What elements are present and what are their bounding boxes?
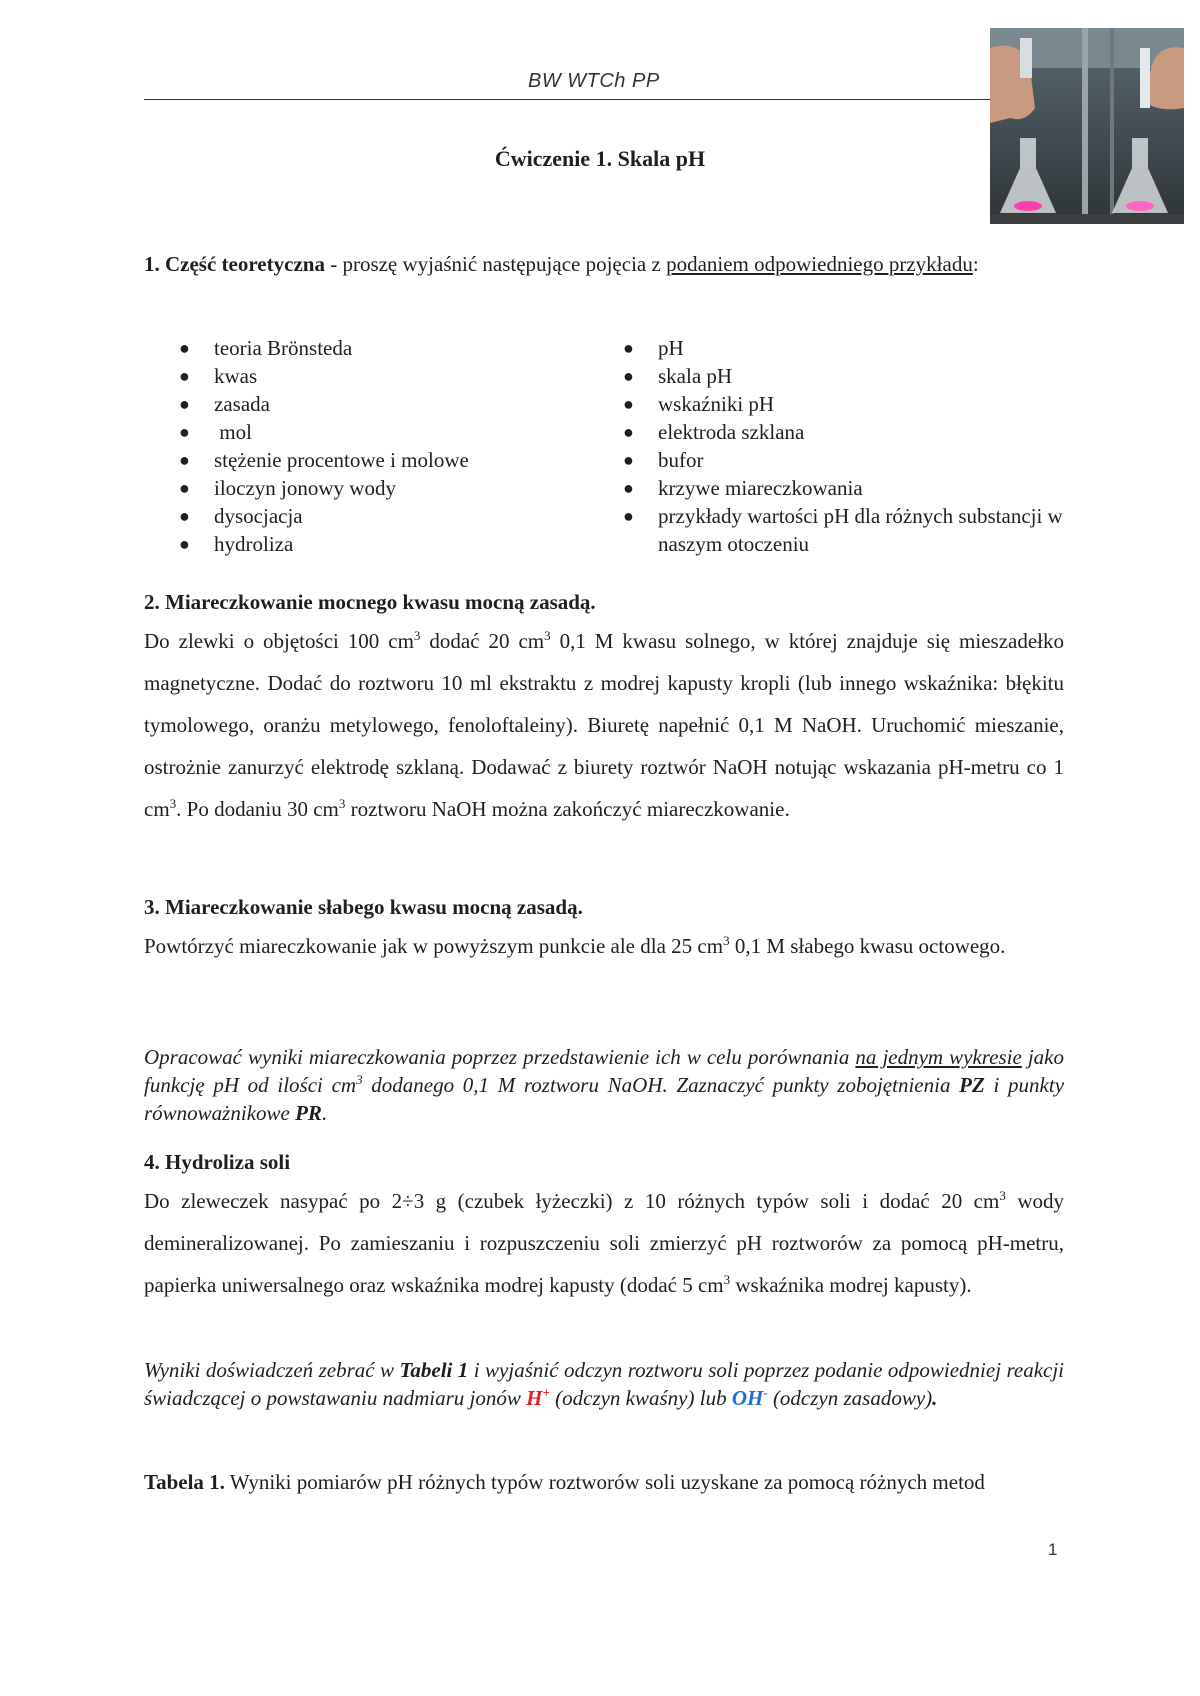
- list-item-text: dysocjacja: [214, 504, 303, 528]
- bullet-icon: ●: [179, 534, 190, 554]
- list-item: [179, 446, 594, 474]
- bullet-icon: ●: [179, 338, 190, 358]
- list-item-text: skala pH: [658, 364, 733, 388]
- list-item: [179, 390, 594, 418]
- superscript: 3: [356, 1072, 363, 1087]
- section2-text: dodać 20 cm: [420, 629, 545, 653]
- note1-underlined: na jednym wykresie: [855, 1045, 1022, 1069]
- list-item: [179, 334, 594, 362]
- superscript: 3: [999, 1188, 1006, 1203]
- table-caption: [144, 1468, 1064, 1496]
- note2-text: .: [932, 1386, 938, 1410]
- bullet-icon: ●: [623, 478, 634, 498]
- list-item-text: mol: [214, 420, 252, 444]
- note1-pr: PR: [295, 1101, 322, 1125]
- list-item-text: zasada: [214, 392, 270, 416]
- oh-ion-charge: -: [763, 1385, 768, 1400]
- note1-instructions: [144, 1043, 1064, 1127]
- section3-body: [144, 925, 1064, 967]
- section2-heading: 2. Miareczkowanie mocnego kwasu mocną zasadą.: [144, 590, 596, 614]
- superscript: 3: [413, 628, 421, 643]
- note2-table-ref: Tabeli 1: [399, 1358, 469, 1382]
- list-item: [623, 334, 1078, 362]
- section4-text: wskaźnika modrej kapusty).: [730, 1273, 972, 1297]
- section1-intro: [144, 250, 1064, 278]
- list-item: [623, 418, 1078, 446]
- lab-photo: [990, 28, 1184, 224]
- table-caption-text: Wyniki pomiarów pH różnych typów roztworów soli uzyskane za pomocą różnych metod: [224, 1470, 985, 1494]
- list-item-text: elektroda szklana: [658, 420, 805, 444]
- bullet-icon: ●: [623, 394, 634, 414]
- h-ion: H: [526, 1386, 543, 1410]
- section2-text: 0,1 M kwasu solnego, w której znajduje się mieszadełko magnetyczne. Dodać do roztworu 10 ml ekstraktu z modrej kapusty kropli (lub innego wskaźnika: błękitu tymolowego, oranżu metylowego, fenoloftaleiny). Biuretę napełnić 0,1 M NaOH. Uruchomić mieszanie, ostrożnie zanurzyć elektrodę szklaną. Dodawać z biurety roztwór NaOH notując wskazania pH-metru co 1 cm: [144, 629, 1064, 821]
- note1-text: dodanego 0,1 M roztworu NaOH. Zaznaczyć punkty zobojętnienia: [362, 1073, 960, 1097]
- list-item-text: teoria Brönsteda: [214, 336, 353, 360]
- superscript: 3: [169, 796, 177, 811]
- section2-text: Do zlewki o objętości 100 cm: [144, 629, 414, 653]
- note1-text: jako funkcję pH od ilości cm: [144, 1045, 1064, 1097]
- note2-text: (odczyn kwaśny) lub: [549, 1386, 732, 1410]
- superscript: 3: [338, 796, 346, 811]
- list-item-text: przykłady wartości pH dla różnych substancji w naszym otoczeniu: [658, 504, 1063, 556]
- list-item-text: hydroliza: [214, 532, 294, 556]
- concept-list-right: [623, 334, 1078, 558]
- note1-text: i punkty równoważnikowe: [144, 1073, 1065, 1125]
- section4-text: Do zleweczek nasypać po 2÷3 g (czubek łyżeczki) z 10 różnych typów soli i dodać 20 cm: [144, 1189, 1000, 1213]
- note2-instructions: [144, 1356, 1064, 1412]
- list-item-text: bufor: [658, 448, 704, 472]
- section1-heading: 1. Część teoretyczna: [144, 252, 325, 276]
- list-item-text: pH: [658, 336, 684, 360]
- section1-intro-text: - proszę wyjaśnić następujące pojęcia z: [324, 252, 667, 276]
- list-item: [623, 502, 1078, 558]
- list-item: [179, 418, 594, 446]
- section4-body: [144, 1180, 1064, 1306]
- note1-text: .: [321, 1101, 328, 1125]
- bullet-icon: ●: [179, 450, 190, 470]
- section2-text: . Po dodaniu 30 cm: [176, 797, 339, 821]
- list-item: [179, 530, 594, 558]
- section4-text: wody demineralizowanej. Po zamieszaniu i rozpuszczeniu soli zmierzyć pH roztworów za pomocą pH-metru, papierka uniwersalnego oraz wskaźnika modrej kapusty (dodać 5 cm: [144, 1189, 1064, 1297]
- superscript: 3: [723, 933, 730, 948]
- list-item-text: krzywe miareczkowania: [658, 476, 863, 500]
- concept-list-left: [179, 334, 594, 558]
- section3-text: 0,1 M słabego kwasu octowego.: [729, 934, 1006, 958]
- note1-text: Opracować wyniki miareczkowania poprzez przedstawienie ich w celu porównania: [144, 1045, 856, 1069]
- list-item: [179, 474, 594, 502]
- list-item-text: iloczyn jonowy wody: [214, 476, 396, 500]
- lab-photo-illustration: [990, 28, 1184, 224]
- list-item: [623, 362, 1078, 390]
- list-item-text: wskaźniki pH: [658, 392, 775, 416]
- section3-heading: 3. Miareczkowanie słabego kwasu mocną zasadą.: [144, 895, 583, 919]
- section3-text: Powtórzyć miareczkowanie jak w powyższym punkcie ale dla 25 cm: [144, 934, 724, 958]
- section4-heading: 4. Hydroliza soli: [144, 1150, 291, 1174]
- note2-text: i wyjaśnić odczyn roztworu soli poprzez podanie odpowiedniej reakcji świadczącej o powstawaniu nadmiaru jonów: [144, 1358, 1065, 1410]
- bullet-icon: ●: [623, 506, 634, 526]
- section1-intro-end: :: [972, 252, 979, 276]
- note2-text: Wyniki doświadczeń zebrać w: [144, 1358, 400, 1382]
- section2-text: roztworu NaOH można zakończyć miareczkowanie.: [345, 797, 790, 821]
- list-item-text: kwas: [214, 364, 258, 388]
- bullet-icon: ●: [179, 366, 190, 386]
- page-header: BW WTCh PP: [528, 70, 660, 92]
- bullet-icon: ●: [179, 506, 190, 526]
- bullet-icon: ●: [623, 338, 634, 358]
- note1-pz: PZ: [959, 1073, 985, 1097]
- oh-ion: OH: [731, 1386, 764, 1410]
- list-item-text: stężenie procentowe i molowe: [214, 448, 469, 472]
- list-item: [623, 390, 1078, 418]
- header-rule: [144, 99, 992, 100]
- section1-intro-underlined: podaniem odpowiedniego przykładu: [666, 252, 973, 276]
- table-caption-label: Tabela 1.: [144, 1470, 225, 1494]
- bullet-icon: ●: [623, 422, 634, 442]
- section2-body: [144, 620, 1064, 830]
- bullet-icon: ●: [623, 366, 634, 386]
- list-item: [623, 446, 1078, 474]
- list-item: [179, 362, 594, 390]
- h-ion-charge: +: [542, 1385, 550, 1400]
- list-item: [623, 474, 1078, 502]
- list-item: [179, 502, 594, 530]
- page-title: Ćwiczenie 1. Skala pH: [494, 146, 706, 171]
- bullet-icon: ●: [179, 422, 190, 442]
- bullet-icon: ●: [179, 478, 190, 498]
- page-number: 1: [1048, 1540, 1058, 1559]
- bullet-icon: ●: [623, 450, 634, 470]
- superscript: 3: [544, 628, 551, 643]
- note2-text: (odczyn zasadowy): [767, 1386, 933, 1410]
- superscript: 3: [723, 1272, 731, 1287]
- bullet-icon: ●: [179, 394, 190, 414]
